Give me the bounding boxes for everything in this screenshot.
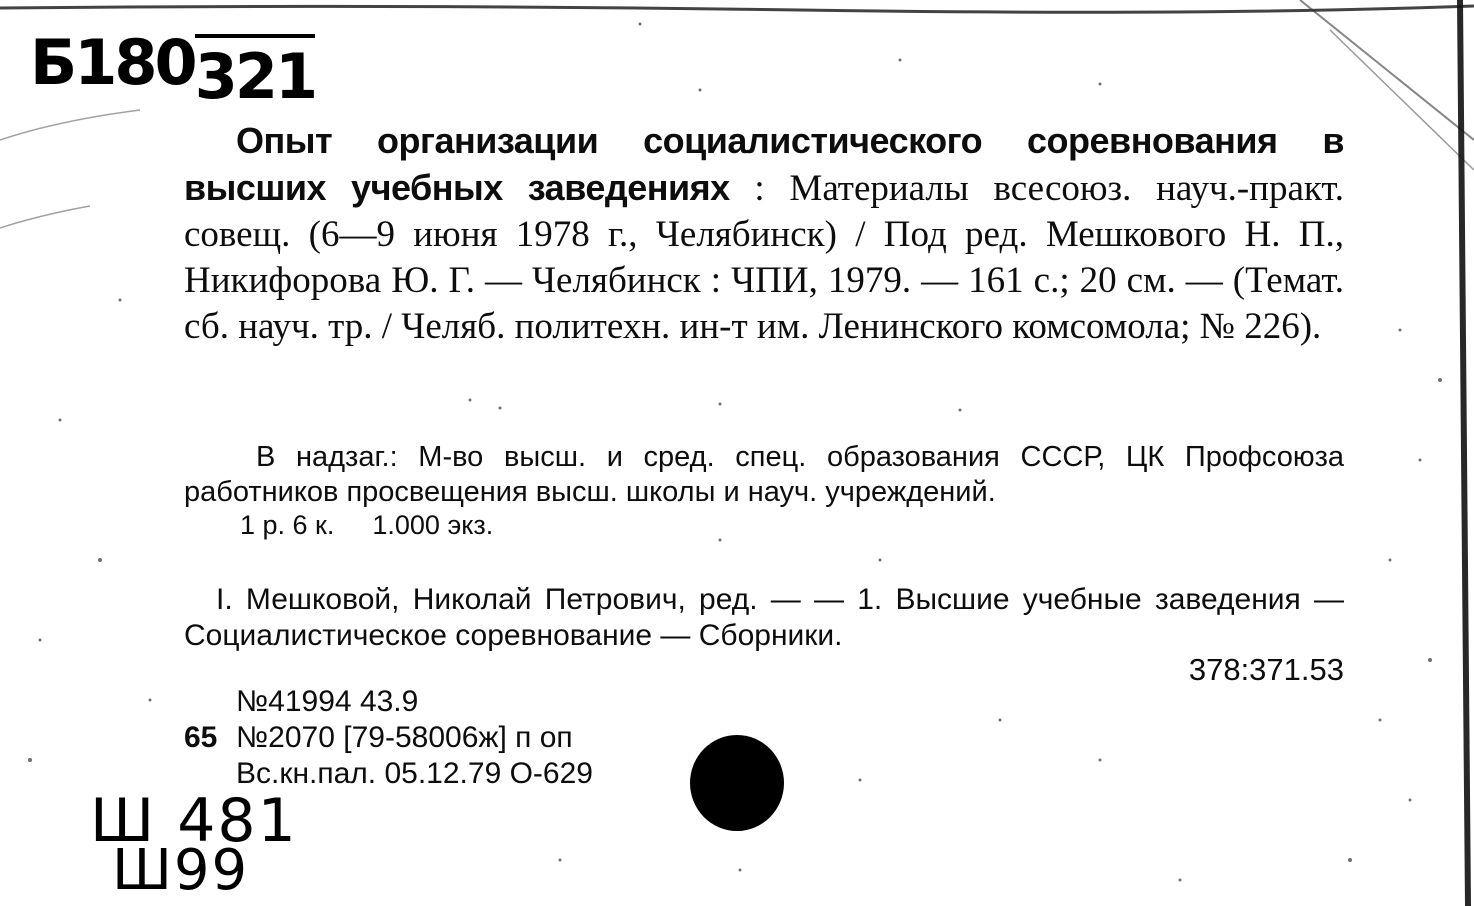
entry-description: : Материалы всесоюз. науч.-практ. совещ. (6—9 июня 1978 г., Челябинск) / Под ред. Мешкового Н. П., Никифорова Ю. Г. — Челябинск : ЧПИ, 1979. — 161 с.; 20 см. — (Темат. сб. науч. тр. / Челяб. политехн. ин-т им. Ленинского комсомола; № 226). [184, 168, 1345, 347]
price-line [240, 510, 531, 541]
tracing-entry [184, 582, 1344, 654]
price-cost: 1 р. 6 к. [240, 510, 335, 540]
header-note-text: В надзаг.: М-во высш. и сред. спец. образования СССР, ЦК Профсоюза работников просвещения высш. школы и науч. учреждений. [184, 441, 1344, 508]
registry-line-1: №41994 43.9 [236, 685, 419, 718]
header-note [184, 440, 1344, 510]
tracing-text: I. Мешковой, Николай Петрович, ред. — — 1. Высшие учебные заведения — Социалистическое соревнование — Сборники. [184, 583, 1344, 652]
registry-prefix: 65 [184, 721, 218, 754]
udc-code: 378:371.53 [1188, 652, 1344, 687]
punch-hole [690, 735, 784, 831]
registry-line-2: 65 №2070 [79-58006ж] п оп [184, 721, 573, 754]
bibliographic-entry [184, 118, 1344, 350]
registry-line-3: Вс.кн.пал. 05.12.79 О-629 [236, 757, 593, 790]
shelfmark [30, 26, 316, 113]
price-copies: 1.000 экз. [372, 510, 494, 540]
shelfmark-main: Б180 [30, 26, 195, 99]
shelfmark-sub: 321 [195, 34, 315, 113]
handwritten-mark-2: Ш99 [112, 838, 250, 903]
entry-title: Опыт организации социалистического соревнования в высших учебных заведениях [184, 120, 1344, 208]
handwritten-mark-1: Ш 481 [90, 786, 298, 856]
registry-block [184, 684, 593, 792]
